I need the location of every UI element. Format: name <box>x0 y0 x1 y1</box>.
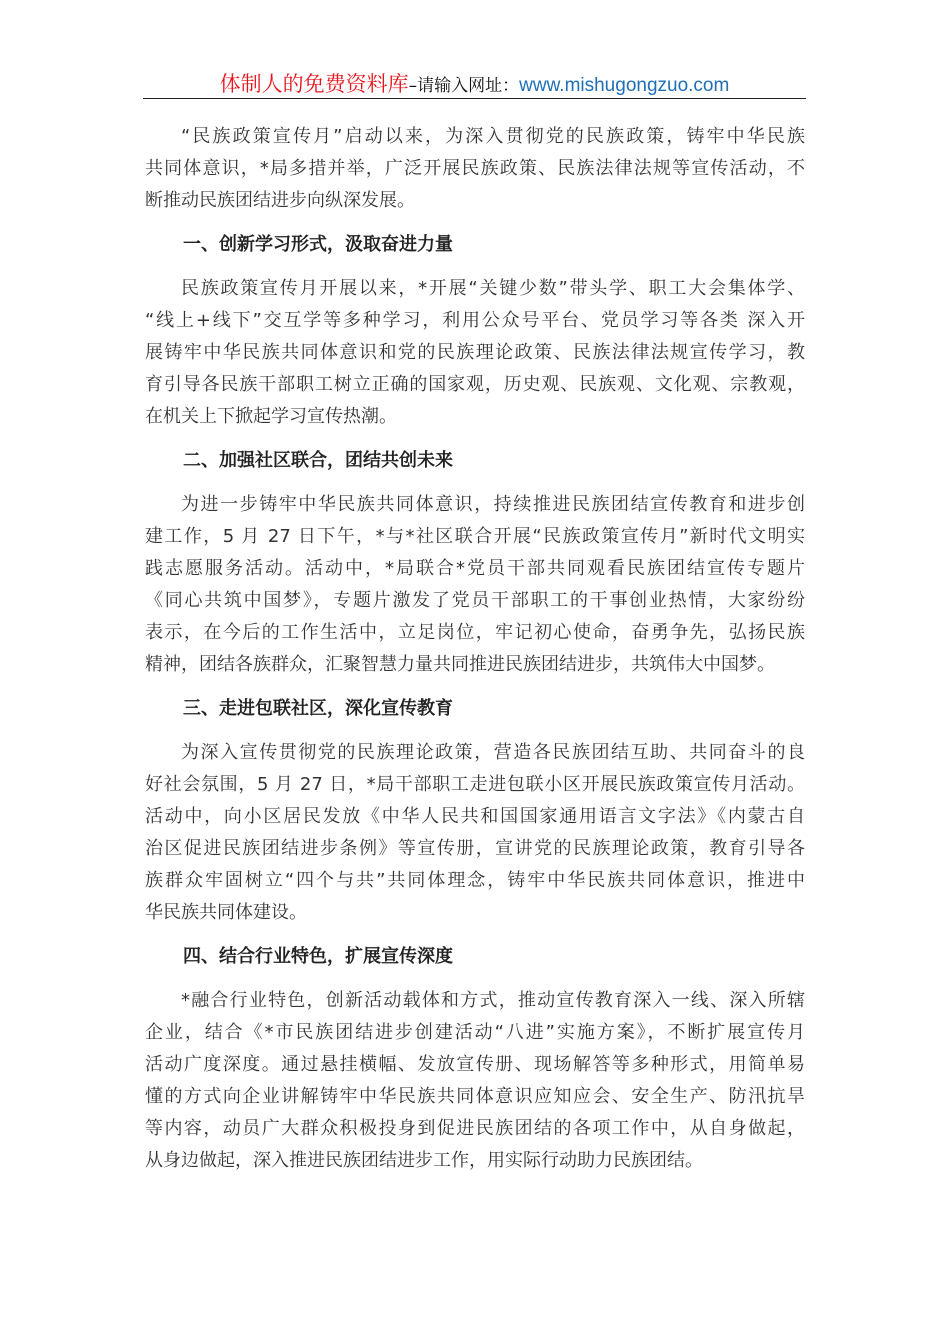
paragraph-line: 精神，团结各族群众，汇聚智慧力量共同推进民族团结进步，共筑伟大中国梦。 <box>145 654 775 675</box>
paragraph-line: 《同心共筑中国梦》，专题片激发了党员干部职工的干事创业热情，大家纷纷 <box>145 590 805 611</box>
paragraph <box>145 121 805 217</box>
paragraph-line: 活动中，向小区居民发放《中华人民共和国国家通用语言文字法》《内蒙古自 <box>145 806 805 827</box>
paragraph <box>145 273 805 433</box>
paragraph-line: 践志愿服务活动。活动中，*局联合*党员干部共同观看民族团结宣传专题片 <box>145 558 805 579</box>
paragraph-line: 从身边做起，深入推进民族团结进步工作，用实际行动助力民族团结。 <box>145 1150 703 1171</box>
paragraph-line: 为进一步铸牢中华民族共同体意识，持续推进民族团结宣传教育和进步创 <box>181 494 805 515</box>
page-header <box>143 68 806 98</box>
paragraph-line: 育引导各民族干部职工树立正确的国家观，历史观、民族观、文化观、宗教观， <box>145 374 805 395</box>
paragraph-line: *融合行业特色，创新活动载体和方式，推动宣传教育深入一线、深入所辖 <box>181 990 805 1011</box>
paragraph-line: “线上+线下”交互学等多种学习，利用公众号平台、党员学习等各类 深入开 <box>145 310 805 331</box>
paragraph-line: 建工作，5 月 27 日下午，*与*社区联合开展“民族政策宣传月”新时代文明实 <box>145 526 805 547</box>
header-prompt: –请输入网址： <box>408 76 520 96</box>
paragraph-line: 族群众牢固树立“四个与共”共同体理念，铸牢中华民族共同体意识，推进中 <box>145 870 805 891</box>
paragraph <box>145 985 805 1177</box>
document-body <box>145 121 805 1189</box>
paragraph-line: 断推动民族团结进步向纵深发展。 <box>145 190 415 211</box>
section-heading: 二、加强社区联合，团结共创未来 <box>183 450 453 471</box>
paragraph-line: 民族政策宣传月开展以来，*开展“关键少数”带头学、职工大会集体学、 <box>181 278 805 299</box>
header-url-link[interactable]: www.mishugongzuo.com <box>519 75 730 96</box>
paragraph-line: 好社会氛围，5 月 27 日，*局干部职工走进包联小区开展民族政策宣传月活动。 <box>145 774 805 795</box>
paragraph-line: 为深入宣传贯彻党的民族理论政策，营造各民族团结互助、共同奋斗的良 <box>181 742 805 763</box>
section-heading: 一、创新学习形式，汲取奋进力量 <box>183 234 453 255</box>
paragraph-line: 活动广度深度。通过悬挂横幅、发放宣传册、现场解答等多种形式，用简单易 <box>145 1054 805 1075</box>
header-brand: 体制人的免费资料库 <box>219 72 409 96</box>
paragraph <box>145 737 805 929</box>
paragraph-line: 企业，结合《*市民族团结进步创建活动“八进”实施方案》，不断扩展宣传月 <box>145 1022 805 1043</box>
paragraph-line: 展铸牢中华民族共同体意识和党的民族理论政策、民族法律法规宣传学习，教 <box>145 342 805 363</box>
paragraph-line: 等内容，动员广大群众积极投身到促进民族团结的各项工作中，从自身做起， <box>145 1118 805 1139</box>
header-divider <box>143 98 806 99</box>
paragraph-line: 华民族共同体建设。 <box>145 902 307 923</box>
paragraph-line: 表示，在今后的工作生活中，立足岗位，牢记初心使命，奋勇争先，弘扬民族 <box>145 622 805 643</box>
section-heading: 四、结合行业特色，扩展宣传深度 <box>183 946 453 967</box>
paragraph <box>145 489 805 681</box>
section-heading: 三、走进包联社区，深化宣传教育 <box>183 698 453 719</box>
paragraph-line: 在机关上下掀起学习宣传热潮。 <box>145 406 397 427</box>
paragraph-line: 治区促进民族团结进步条例》等宣传册，宣讲党的民族理论政策，教育引导各 <box>145 838 805 859</box>
paragraph-line: 懂的方式向企业讲解铸牢中华民族共同体意识应知应会、安全生产、防汛抗旱 <box>145 1086 805 1107</box>
paragraph-line: “民族政策宣传月”启动以来，为深入贯彻党的民族政策，铸牢中华民族 <box>181 126 805 147</box>
paragraph-line: 共同体意识，*局多措并举，广泛开展民族政策、民族法律法规等宣传活动，不 <box>145 158 805 179</box>
